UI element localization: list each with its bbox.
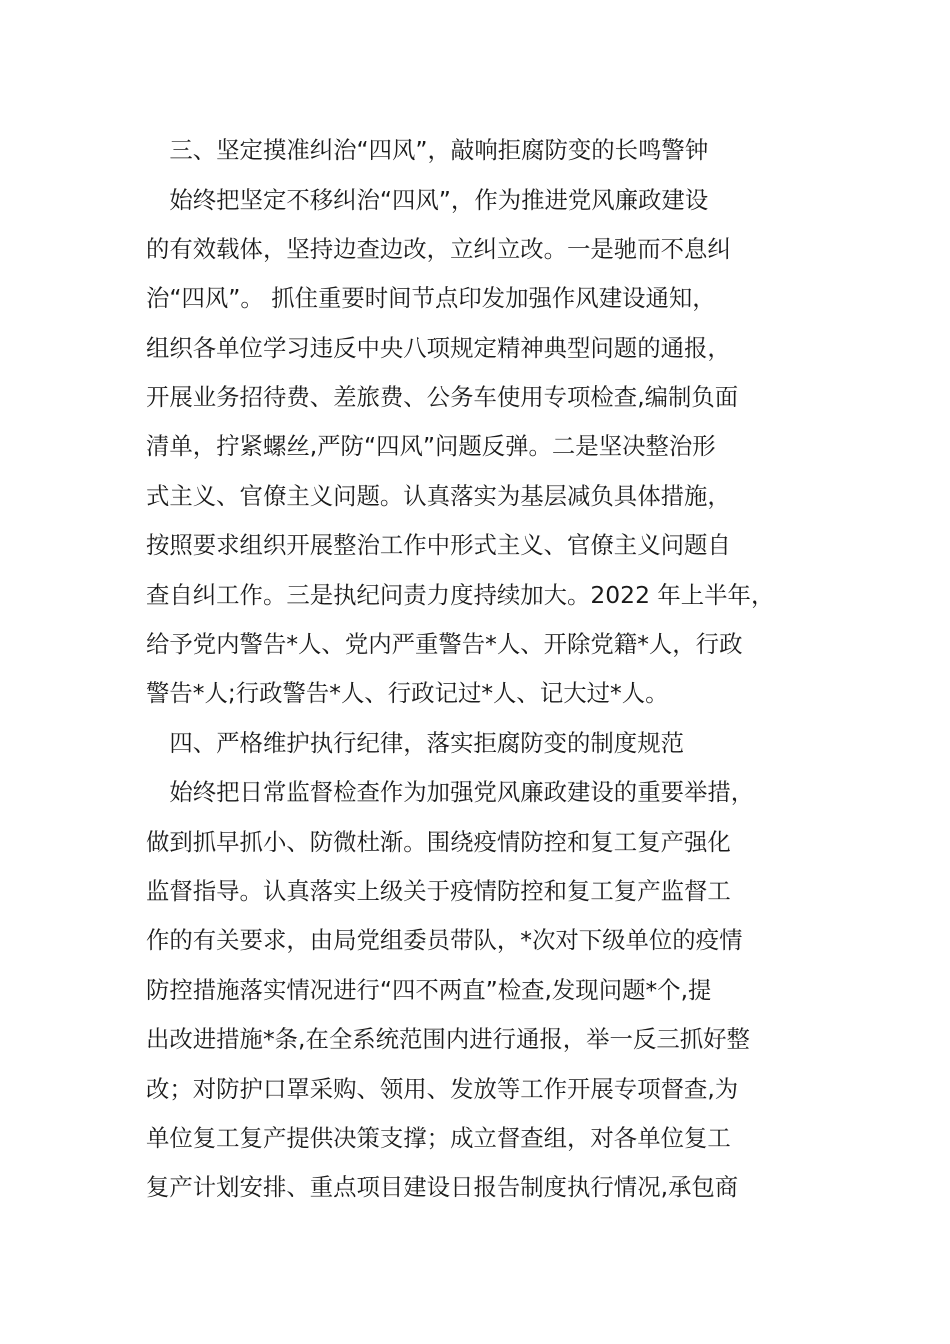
paragraph-line: 给予党内警告*人、党内严重警告*人、开除党籍*人，行政 — [146, 630, 743, 658]
paragraph-line: 警告*人;行政警告*人、行政记过*人、记大过*人。 — [146, 679, 669, 707]
paragraph-line: 开展业务招待费、差旅费、公务车使用专项检查,编制负面 — [146, 383, 739, 411]
paragraph-line: 治“四风”。 抓住重要时间节点印发加强作风建设通知， — [146, 284, 716, 312]
heading-section-4: 四、严格维护执行纪律，落实拒腐防变的制度规范 — [146, 729, 684, 757]
paragraph-line: 监督指导。认真落实上级关于疫情防控和复工复产监督工 — [146, 877, 731, 905]
paragraph-line: 做到抓早抓小、防微杜渐。围绕疫情防控和复工复产强化 — [146, 828, 731, 856]
paragraph-line: 查自纠工作。三是执纪问责力度持续加大。2022 年上半年， — [146, 581, 775, 609]
paragraph-line: 复产计划安排、重点项目建设日报告制度执行情况,承包商 — [146, 1173, 739, 1201]
paragraph-line: 清单，拧紧螺丝,严防“四风”问题反弹。二是坚决整治形 — [146, 432, 716, 460]
paragraph-line: 始终把日常监督检查作为加强党风廉政建设的重要举措， — [146, 778, 755, 806]
paragraph-line: 按照要求组织开展整治工作中形式主义、官僚主义问题自 — [146, 531, 731, 559]
paragraph-line: 始终把坚定不移纠治“四风”，作为推进党风廉政建设 — [146, 186, 709, 214]
paragraph-line: 式主义、官僚主义问题。认真落实为基层减负具体措施， — [146, 482, 731, 510]
paragraph-line: 作的有关要求，由局党组委员带队，*次对下级单位的疫情 — [146, 926, 743, 954]
paragraph-line: 单位复工复产提供决策支撑；成立督查组，对各单位复工 — [146, 1124, 731, 1152]
paragraph-line: 改；对防护口罩采购、领用、发放等工作开展专项督查,为 — [146, 1075, 739, 1103]
paragraph-line: 防控措施落实情况进行“四不两直”检查,发现问题*个,提 — [146, 976, 712, 1004]
heading-section-3: 三、坚定摸准纠治“四风”，敲响拒腐防变的长鸣警钟 — [146, 136, 709, 164]
paragraph-line: 出改进措施*条,在全系统范围内进行通报，举一反三抓好整 — [146, 1025, 750, 1053]
paragraph-line: 组织各单位学习违反中央八项规定精神典型问题的通报， — [146, 334, 731, 362]
paragraph-line: 的有效载体，坚持边查边改，立纠立改。一是驰而不息纠 — [146, 235, 731, 263]
